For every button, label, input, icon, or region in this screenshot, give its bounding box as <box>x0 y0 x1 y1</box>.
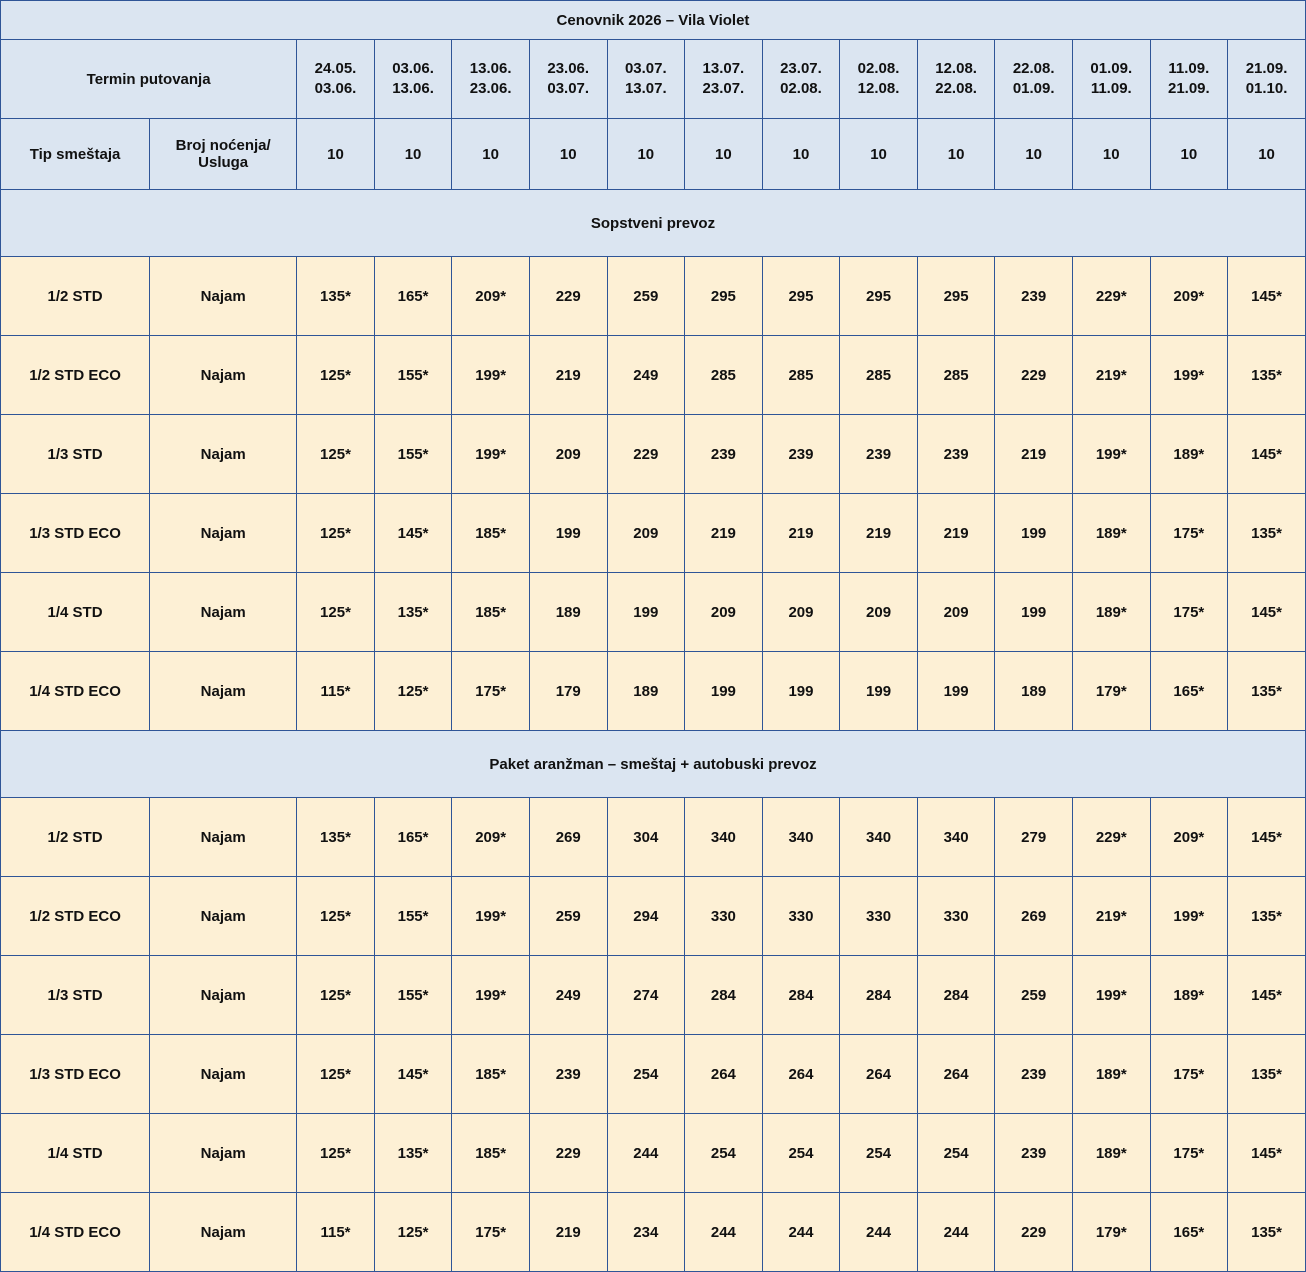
nights-count: 10 <box>374 119 452 190</box>
period-header <box>1072 40 1150 119</box>
period-header <box>529 40 607 119</box>
period-to: 01.09. <box>1012 80 1055 97</box>
table-row <box>1 1193 1306 1272</box>
price-cell: 259 <box>529 877 607 956</box>
price-cell: 279 <box>995 798 1073 877</box>
period-header <box>762 40 840 119</box>
period-from: 11.09. <box>1168 59 1210 77</box>
room-type: 1/4 STD <box>1 573 150 652</box>
period-from: 21.09. <box>1245 59 1288 77</box>
term-label: Termin putovanja <box>1 40 297 119</box>
price-cell: 330 <box>840 877 918 956</box>
room-type: 1/2 STD ECO <box>1 336 150 415</box>
price-cell: 209 <box>529 415 607 494</box>
price-cell: 295 <box>685 257 763 336</box>
section-title: Sopstveni prevoz <box>1 190 1306 257</box>
price-cell: 284 <box>840 956 918 1035</box>
room-type: 1/2 STD ECO <box>1 877 150 956</box>
table-row <box>1 877 1306 956</box>
price-cell: 135* <box>1228 494 1306 573</box>
price-cell: 135* <box>374 573 452 652</box>
price-cell: 189* <box>1072 573 1150 652</box>
price-cell: 125* <box>297 956 375 1035</box>
price-cell: 229 <box>529 1114 607 1193</box>
period-from: 02.08. <box>857 59 900 77</box>
table-row <box>1 257 1306 336</box>
price-cell: 239 <box>917 415 995 494</box>
service-type: Najam <box>150 877 297 956</box>
service-type: Najam <box>150 494 297 573</box>
price-cell: 259 <box>995 956 1073 1035</box>
period-to: 23.06. <box>469 80 512 97</box>
period-header <box>452 40 530 119</box>
price-cell: 165* <box>1150 652 1228 731</box>
price-cell: 155* <box>374 336 452 415</box>
period-header <box>374 40 452 119</box>
service-type: Najam <box>150 573 297 652</box>
section-header-row <box>1 731 1306 798</box>
price-cell: 125* <box>297 573 375 652</box>
price-cell: 294 <box>607 877 685 956</box>
price-cell: 340 <box>917 798 995 877</box>
period-from: 22.08. <box>1012 59 1055 77</box>
price-cell: 125* <box>374 652 452 731</box>
price-cell: 189 <box>529 573 607 652</box>
price-cell: 219 <box>840 494 918 573</box>
price-cell: 145* <box>1228 415 1306 494</box>
price-cell: 209 <box>917 573 995 652</box>
price-cell: 340 <box>762 798 840 877</box>
nights-count: 10 <box>995 119 1073 190</box>
price-cell: 165* <box>1150 1193 1228 1272</box>
table-row <box>1 1035 1306 1114</box>
period-to: 01.10. <box>1245 80 1288 97</box>
price-cell: 199 <box>995 494 1073 573</box>
price-cell: 219* <box>1072 877 1150 956</box>
period-to: 21.09. <box>1167 80 1210 97</box>
price-cell: 274 <box>607 956 685 1035</box>
price-cell: 264 <box>762 1035 840 1114</box>
price-cell: 125* <box>297 1035 375 1114</box>
price-cell: 229* <box>1072 798 1150 877</box>
nights-count: 10 <box>607 119 685 190</box>
price-cell: 135* <box>297 798 375 877</box>
service-type: Najam <box>150 1035 297 1114</box>
price-cell: 330 <box>917 877 995 956</box>
period-to: 03.06. <box>314 80 357 97</box>
price-cell: 115* <box>297 1193 375 1272</box>
price-cell: 175* <box>1150 573 1228 652</box>
period-from: 13.07. <box>702 59 745 77</box>
price-cell: 175* <box>452 1193 530 1272</box>
price-cell: 189 <box>607 652 685 731</box>
price-cell: 239 <box>995 1114 1073 1193</box>
table-row <box>1 798 1306 877</box>
price-cell: 229 <box>607 415 685 494</box>
price-cell: 219 <box>529 1193 607 1272</box>
price-cell: 185* <box>452 1114 530 1193</box>
table-row <box>1 956 1306 1035</box>
price-cell: 249 <box>607 336 685 415</box>
price-cell: 254 <box>917 1114 995 1193</box>
service-type: Najam <box>150 652 297 731</box>
price-cell: 284 <box>917 956 995 1035</box>
price-cell: 285 <box>840 336 918 415</box>
price-cell: 175* <box>452 652 530 731</box>
price-cell: 209 <box>762 573 840 652</box>
price-cell: 125* <box>297 1114 375 1193</box>
period-header <box>840 40 918 119</box>
price-cell: 155* <box>374 956 452 1035</box>
price-cell: 244 <box>917 1193 995 1272</box>
price-cell: 269 <box>995 877 1073 956</box>
table-row <box>1 336 1306 415</box>
price-cell: 269 <box>529 798 607 877</box>
nights-count: 10 <box>297 119 375 190</box>
price-cell: 145* <box>374 494 452 573</box>
price-cell: 199* <box>452 956 530 1035</box>
price-cell: 284 <box>762 956 840 1035</box>
period-from: 03.06. <box>392 59 434 77</box>
price-cell: 219 <box>762 494 840 573</box>
price-cell: 285 <box>917 336 995 415</box>
room-type: 1/3 STD <box>1 956 150 1035</box>
price-cell: 295 <box>917 257 995 336</box>
price-cell: 219 <box>917 494 995 573</box>
nights-count: 10 <box>1072 119 1150 190</box>
price-cell: 209 <box>685 573 763 652</box>
service-type: Najam <box>150 798 297 877</box>
price-cell: 219 <box>995 415 1073 494</box>
price-cell: 165* <box>374 798 452 877</box>
price-cell: 244 <box>840 1193 918 1272</box>
price-cell: 145* <box>1228 573 1306 652</box>
price-cell: 239 <box>840 415 918 494</box>
room-type: 1/3 STD ECO <box>1 1035 150 1114</box>
price-cell: 209 <box>607 494 685 573</box>
price-cell: 295 <box>762 257 840 336</box>
price-cell: 234 <box>607 1193 685 1272</box>
price-cell: 244 <box>762 1193 840 1272</box>
period-from: 24.05. <box>314 59 357 77</box>
period-header <box>607 40 685 119</box>
price-cell: 125* <box>297 336 375 415</box>
period-header <box>685 40 763 119</box>
period-header <box>995 40 1073 119</box>
price-cell: 264 <box>840 1035 918 1114</box>
price-cell: 239 <box>762 415 840 494</box>
period-from: 12.08. <box>935 59 977 77</box>
price-cell: 229 <box>995 336 1073 415</box>
price-cell: 264 <box>917 1035 995 1114</box>
price-cell: 179 <box>529 652 607 731</box>
nights-count: 10 <box>685 119 763 190</box>
price-cell: 219 <box>529 336 607 415</box>
subheader-row <box>1 119 1306 190</box>
period-from: 01.09. <box>1090 59 1133 77</box>
price-cell: 254 <box>840 1114 918 1193</box>
nights-count: 10 <box>840 119 918 190</box>
price-cell: 244 <box>685 1193 763 1272</box>
nights-count: 10 <box>529 119 607 190</box>
service-type: Najam <box>150 1114 297 1193</box>
price-cell: 135* <box>1228 1035 1306 1114</box>
price-cell: 229* <box>1072 257 1150 336</box>
price-cell: 125* <box>297 415 375 494</box>
price-cell: 185* <box>452 573 530 652</box>
price-cell: 179* <box>1072 1193 1150 1272</box>
price-cell: 254 <box>685 1114 763 1193</box>
page-title: Cenovnik 2026 – Vila Violet <box>1 1 1306 40</box>
price-cell: 145* <box>1228 956 1306 1035</box>
price-cell: 199 <box>685 652 763 731</box>
price-cell: 199 <box>607 573 685 652</box>
nights-count: 10 <box>1228 119 1306 190</box>
price-cell: 125* <box>374 1193 452 1272</box>
period-from: 13.06. <box>469 59 512 77</box>
price-cell: 145* <box>1228 1114 1306 1193</box>
nights-count: 10 <box>762 119 840 190</box>
period-to: 11.09. <box>1090 80 1132 97</box>
price-cell: 244 <box>607 1114 685 1193</box>
price-cell: 199* <box>1150 336 1228 415</box>
period-to: 23.07. <box>702 80 745 97</box>
period-header-row <box>1 40 1306 119</box>
price-cell: 135* <box>297 257 375 336</box>
room-type: 1/2 STD <box>1 257 150 336</box>
price-cell: 175* <box>1150 494 1228 573</box>
price-cell: 295 <box>840 257 918 336</box>
price-cell: 239 <box>529 1035 607 1114</box>
price-cell: 175* <box>1150 1114 1228 1193</box>
price-cell: 239 <box>685 415 763 494</box>
period-to: 13.07. <box>624 80 667 97</box>
price-cell: 209* <box>1150 798 1228 877</box>
period-from: 03.07. <box>624 59 667 77</box>
section-title: Paket aranžman – smeštaj + autobuski prevoz <box>1 731 1306 798</box>
price-cell: 155* <box>374 415 452 494</box>
period-to: 03.07. <box>547 80 590 97</box>
price-cell: 254 <box>762 1114 840 1193</box>
price-cell: 209* <box>452 257 530 336</box>
price-cell: 135* <box>1228 336 1306 415</box>
service-type: Najam <box>150 257 297 336</box>
price-cell: 199* <box>452 415 530 494</box>
price-cell: 239 <box>995 1035 1073 1114</box>
price-cell: 145* <box>1228 798 1306 877</box>
period-header <box>297 40 375 119</box>
price-cell: 199 <box>840 652 918 731</box>
price-cell: 135* <box>374 1114 452 1193</box>
price-cell: 209* <box>452 798 530 877</box>
room-type: 1/4 STD <box>1 1114 150 1193</box>
table-row <box>1 415 1306 494</box>
period-to: 13.06. <box>392 80 434 97</box>
price-cell: 199* <box>1072 415 1150 494</box>
price-cell: 330 <box>685 877 763 956</box>
price-cell: 125* <box>297 877 375 956</box>
price-cell: 340 <box>685 798 763 877</box>
price-cell: 285 <box>762 336 840 415</box>
price-cell: 189* <box>1150 956 1228 1035</box>
service-type: Najam <box>150 956 297 1035</box>
price-cell: 199 <box>529 494 607 573</box>
price-cell: 135* <box>1228 877 1306 956</box>
price-cell: 340 <box>840 798 918 877</box>
price-cell: 135* <box>1228 1193 1306 1272</box>
nights-count: 10 <box>452 119 530 190</box>
price-cell: 189 <box>995 652 1073 731</box>
price-cell: 115* <box>297 652 375 731</box>
price-cell: 229 <box>995 1193 1073 1272</box>
price-cell: 249 <box>529 956 607 1035</box>
period-to: 02.08. <box>780 80 822 97</box>
room-type: 1/2 STD <box>1 798 150 877</box>
price-cell: 284 <box>685 956 763 1035</box>
price-cell: 125* <box>297 494 375 573</box>
price-cell: 189* <box>1072 494 1150 573</box>
period-header <box>1228 40 1306 119</box>
room-type: 1/3 STD <box>1 415 150 494</box>
price-cell: 185* <box>452 1035 530 1114</box>
price-cell: 199* <box>452 336 530 415</box>
service-type: Najam <box>150 415 297 494</box>
room-type: 1/4 STD ECO <box>1 1193 150 1272</box>
period-to: 12.08. <box>857 80 900 97</box>
price-cell: 229 <box>529 257 607 336</box>
period-header <box>1150 40 1228 119</box>
price-cell: 239 <box>995 257 1073 336</box>
price-cell: 145* <box>374 1035 452 1114</box>
price-cell: 285 <box>685 336 763 415</box>
price-cell: 259 <box>607 257 685 336</box>
price-cell: 199 <box>762 652 840 731</box>
price-cell: 209* <box>1150 257 1228 336</box>
price-cell: 330 <box>762 877 840 956</box>
type-label: Tip smeštaja <box>1 119 150 190</box>
price-cell: 219 <box>685 494 763 573</box>
price-cell: 175* <box>1150 1035 1228 1114</box>
room-type: 1/4 STD ECO <box>1 652 150 731</box>
price-cell: 145* <box>1228 257 1306 336</box>
table-row <box>1 652 1306 731</box>
table-row <box>1 1114 1306 1193</box>
service-type: Najam <box>150 336 297 415</box>
nights-count: 10 <box>917 119 995 190</box>
price-cell: 189* <box>1150 415 1228 494</box>
price-cell: 185* <box>452 494 530 573</box>
period-from: 23.07. <box>780 59 822 77</box>
price-cell: 199 <box>917 652 995 731</box>
price-cell: 179* <box>1072 652 1150 731</box>
price-cell: 219* <box>1072 336 1150 415</box>
price-cell: 199* <box>452 877 530 956</box>
price-cell: 135* <box>1228 652 1306 731</box>
nights-count: 10 <box>1150 119 1228 190</box>
price-cell: 209 <box>840 573 918 652</box>
price-cell: 264 <box>685 1035 763 1114</box>
price-cell: 199 <box>995 573 1073 652</box>
price-cell: 254 <box>607 1035 685 1114</box>
section-header-row <box>1 190 1306 257</box>
price-cell: 155* <box>374 877 452 956</box>
price-cell: 304 <box>607 798 685 877</box>
service-label: Broj noćenja/ Usluga <box>150 119 297 190</box>
table-row <box>1 573 1306 652</box>
price-cell: 165* <box>374 257 452 336</box>
period-from: 23.06. <box>547 59 590 77</box>
table-row <box>1 494 1306 573</box>
period-to: 22.08. <box>935 80 977 97</box>
room-type: 1/3 STD ECO <box>1 494 150 573</box>
price-cell: 189* <box>1072 1035 1150 1114</box>
service-type: Najam <box>150 1193 297 1272</box>
price-cell: 199* <box>1072 956 1150 1035</box>
period-header <box>917 40 995 119</box>
price-cell: 199* <box>1150 877 1228 956</box>
price-cell: 189* <box>1072 1114 1150 1193</box>
title-row <box>1 1 1306 40</box>
